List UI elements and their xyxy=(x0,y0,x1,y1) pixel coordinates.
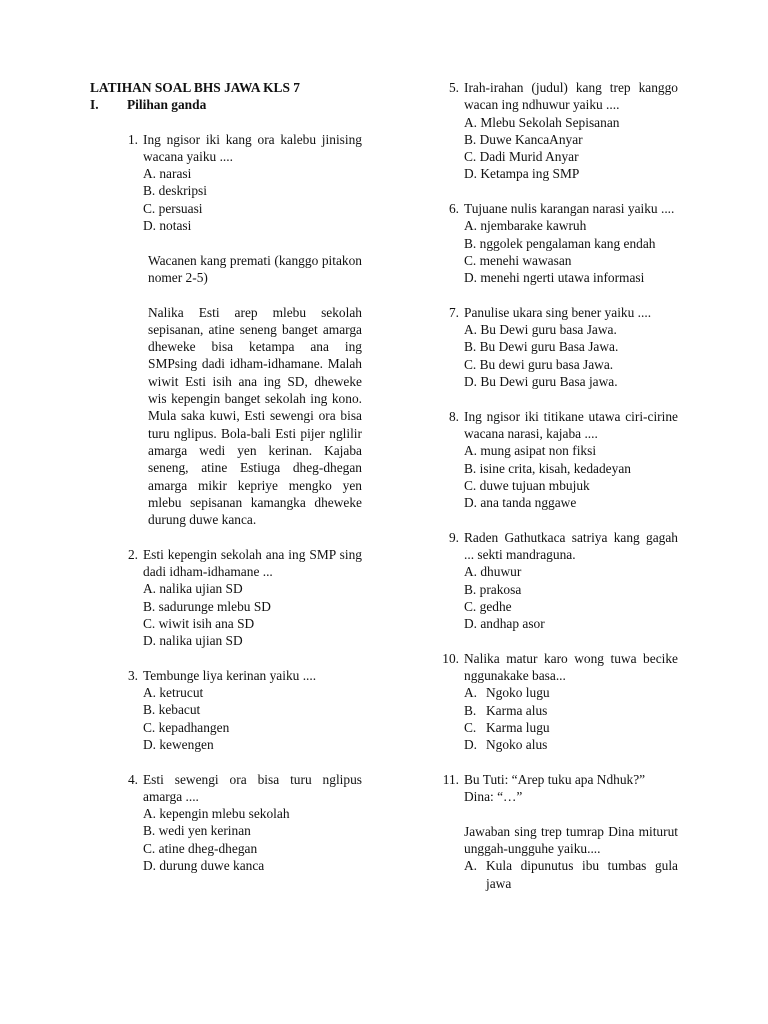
document-title: LATIHAN SOAL BHS JAWA KLS 7 xyxy=(90,80,300,95)
question-5 xyxy=(440,79,678,183)
option-b xyxy=(464,702,678,719)
option-b: B. Duwe KancaAnyar xyxy=(464,131,583,147)
option-c: C. Dadi Murid Anyar xyxy=(464,149,579,165)
question-10 xyxy=(440,650,678,754)
question-7 xyxy=(440,304,678,390)
option-b: B. nggolek pengalaman kang endah xyxy=(464,235,656,251)
option-text: Karma alus xyxy=(486,702,548,718)
dialogue-line-1: Bu Tuti: “Arep tuku apa Ndhuk?” xyxy=(464,771,646,787)
option-a xyxy=(464,684,678,701)
option-c: C. menehi wawasan xyxy=(464,252,572,268)
section-label: Pilihan ganda xyxy=(127,97,207,113)
question-stem: Esti sewengi ora bisa turu nglipus amarga .... xyxy=(143,771,362,804)
option-letter: A. xyxy=(464,858,478,874)
question-number: 5. xyxy=(448,80,459,95)
question-number: 1. xyxy=(127,131,138,147)
option-d xyxy=(464,736,678,753)
question-stem: Ing ngisor iki titikane utawa ciri-cirine wacana narasi, kajaba .... xyxy=(464,408,678,441)
option-d: D. kewengen xyxy=(143,736,214,752)
option-c: C. Bu dewi guru basa Jawa. xyxy=(464,356,614,372)
option-letter: A. xyxy=(464,685,478,701)
question-number: 8. xyxy=(448,408,459,424)
question-number: 4. xyxy=(127,771,138,787)
question-11 xyxy=(440,771,678,892)
option-d: D. ana tanda nggawe xyxy=(464,495,577,511)
option-a: A. njembarake kawruh xyxy=(464,218,587,234)
question-number: 2. xyxy=(127,546,138,562)
option-b: B. prakosa xyxy=(464,581,522,597)
section-number: I. xyxy=(90,97,99,113)
question-stem: Ing ngisor iki kang ora kalebu jinising wacana yaiku .... xyxy=(143,131,362,164)
question-8 xyxy=(440,408,678,512)
question-stem: Irah-irahan (judul) kang trep kanggo wacan ing ndhuwur yaiku .... xyxy=(464,80,678,113)
spacer xyxy=(464,805,678,822)
question-number: 10. xyxy=(442,650,459,666)
option-b: B. sadurunge mlebu SD xyxy=(143,598,271,614)
option-d: D. menehi ngerti utawa informasi xyxy=(464,270,645,286)
option-c: C. duwe tujuan mbujuk xyxy=(464,477,590,493)
option-letter: B. xyxy=(464,702,477,718)
section-heading xyxy=(90,96,362,113)
question-1 xyxy=(119,131,362,235)
option-text: Ngoko alus xyxy=(486,737,548,753)
question-4 xyxy=(119,771,362,875)
option-b: B. deskripsi xyxy=(143,183,207,199)
question-9 xyxy=(440,529,678,633)
question-stem: Nalika matur karo wong tuwa becike nggunakake basa... xyxy=(464,650,678,684)
question-number: 6. xyxy=(448,201,459,217)
option-b: B. Bu Dewi guru Basa Jawa. xyxy=(464,339,619,355)
option-d: D. Ketampa ing SMP xyxy=(464,166,580,182)
option-a: A. Mlebu Sekolah Sepisanan xyxy=(464,114,620,130)
option-a: A. narasi xyxy=(143,166,192,182)
option-text: Ngoko lugu xyxy=(486,685,550,701)
option-c: C. atine dheg-dhegan xyxy=(143,840,258,856)
question-number: 11. xyxy=(442,771,459,787)
option-b: B. wedi yen kerinan xyxy=(143,823,251,839)
option-c: C. gedhe xyxy=(464,598,512,614)
option-a: A. Bu Dewi guru basa Jawa. xyxy=(464,322,617,338)
option-d: D. andhap asor xyxy=(464,616,545,632)
question-stem: Jawaban sing trep tumrap Dina miturut unggah-ungguhe yaiku.... xyxy=(464,823,678,857)
option-b: B. isine crita, kisah, kedadeyan xyxy=(464,460,631,476)
option-d: D. Bu Dewi guru Basa jawa. xyxy=(464,374,618,390)
reading-intro: Wacanen kang premati (kanggo pitakon nomer 2-5) xyxy=(148,252,362,285)
question-6 xyxy=(440,200,678,286)
question-stem: Panulise ukara sing bener yaiku .... xyxy=(464,304,652,320)
option-d: D. nalika ujian SD xyxy=(143,633,243,649)
option-letter: D. xyxy=(464,737,478,753)
option-a: A. ketrucut xyxy=(143,685,204,701)
question-number: 9. xyxy=(448,529,459,545)
question-stem: Raden Gathutkaca satriya kang gagah ... sekti mandraguna. xyxy=(464,529,678,563)
option-a: A. dhuwur xyxy=(464,564,522,580)
option-c: C. kepadhangen xyxy=(143,719,230,735)
option-text: Karma lugu xyxy=(486,719,550,735)
question-stem: Tujuane nulis karangan narasi yaiku .... xyxy=(464,201,675,217)
option-a: A. nalika ujian SD xyxy=(143,581,243,597)
question-stem: Esti kepengin sekolah ana ing SMP sing dadi idham-idhamane ... xyxy=(143,546,362,580)
option-a: A. mung asipat non fiksi xyxy=(464,443,597,459)
option-text: Kula dipunutus ibu tumbas gula jawa xyxy=(486,858,678,891)
dialogue-line-2: Dina: “…” xyxy=(464,789,523,805)
question-2 xyxy=(119,546,362,650)
question-number: 7. xyxy=(448,304,459,320)
option-b: B. kebacut xyxy=(143,702,201,718)
left-column xyxy=(90,79,362,892)
option-d: D. notasi xyxy=(143,218,192,234)
option-c xyxy=(464,719,678,736)
option-letter: C. xyxy=(464,719,477,735)
question-stem: Tembunge liya kerinan yaiku .... xyxy=(143,667,317,683)
reading-passage: Nalika Esti arep mlebu sekolah sepisanan, atine seneng banget amarga dheweke bisa ketampa ana ing SMPsing dadi idham-idhamane. Malah wiwit Esti isih ana ing SD, dheweke wis kepengin banget sekolah ing kono. Mula saka kuwi, Esti sewengi ora bisa turu nglipus. Bola-bali Esti pijer nglilir amarga wedi yen kerinan. Kajaba seneng, atine Estiuga dheg-dhegan amarga mikir kepriye mengko yen mlebu sepisanan kamangka dheweke durung duwe kanca. xyxy=(148,304,362,528)
option-d: D. durung duwe kanca xyxy=(143,858,265,874)
option-a: A. kepengin mlebu sekolah xyxy=(143,806,290,822)
option-c: C. persuasi xyxy=(143,200,203,216)
question-3 xyxy=(119,667,362,753)
option-a xyxy=(464,857,678,892)
question-number: 3. xyxy=(127,667,138,683)
option-c: C. wiwit isih ana SD xyxy=(143,615,255,631)
right-column xyxy=(440,79,678,909)
